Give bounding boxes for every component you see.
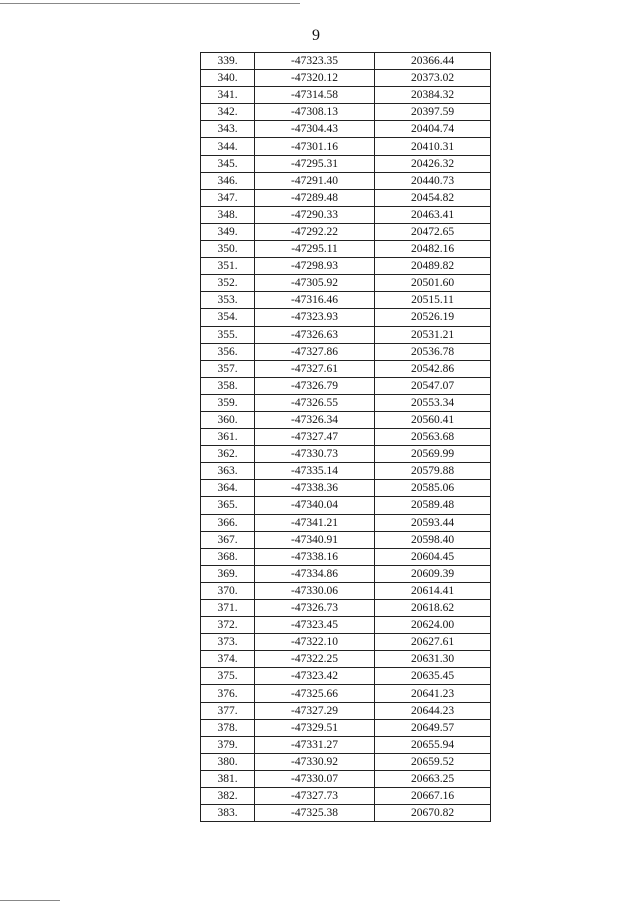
table-row xyxy=(201,531,491,548)
point-number-cell: 382. xyxy=(201,788,255,805)
point-number-cell: 346. xyxy=(201,172,255,189)
table-row xyxy=(201,651,491,668)
table-row xyxy=(201,53,491,70)
point-number-cell: 353. xyxy=(201,292,255,309)
y-coordinate-cell: 20649.57 xyxy=(375,719,491,736)
point-number-cell: 357. xyxy=(201,360,255,377)
point-number-cell: 354. xyxy=(201,309,255,326)
x-coordinate-cell: -47330.07 xyxy=(255,770,375,787)
table-row xyxy=(201,685,491,702)
x-coordinate-cell: -47330.06 xyxy=(255,582,375,599)
x-coordinate-cell: -47326.55 xyxy=(255,394,375,411)
y-coordinate-cell: 20644.23 xyxy=(375,702,491,719)
y-coordinate-cell: 20515.11 xyxy=(375,292,491,309)
y-coordinate-cell: 20472.65 xyxy=(375,223,491,240)
x-coordinate-cell: -47292.22 xyxy=(255,223,375,240)
y-coordinate-cell: 20604.45 xyxy=(375,548,491,565)
y-coordinate-cell: 20404.74 xyxy=(375,121,491,138)
table-row xyxy=(201,155,491,172)
y-coordinate-cell: 20585.06 xyxy=(375,480,491,497)
y-coordinate-cell: 20560.41 xyxy=(375,411,491,428)
table-row xyxy=(201,480,491,497)
point-number-cell: 360. xyxy=(201,411,255,428)
point-number-cell: 341. xyxy=(201,87,255,104)
y-coordinate-cell: 20410.31 xyxy=(375,138,491,155)
y-coordinate-cell: 20624.00 xyxy=(375,617,491,634)
point-number-cell: 377. xyxy=(201,702,255,719)
table-row xyxy=(201,770,491,787)
x-coordinate-cell: -47314.58 xyxy=(255,87,375,104)
point-number-cell: 367. xyxy=(201,531,255,548)
table-row xyxy=(201,70,491,87)
table-row xyxy=(201,753,491,770)
point-number-cell: 366. xyxy=(201,514,255,531)
point-number-cell: 345. xyxy=(201,155,255,172)
y-coordinate-cell: 20553.34 xyxy=(375,394,491,411)
x-coordinate-cell: -47322.25 xyxy=(255,651,375,668)
x-coordinate-cell: -47325.38 xyxy=(255,805,375,822)
y-coordinate-cell: 20593.44 xyxy=(375,514,491,531)
x-coordinate-cell: -47289.48 xyxy=(255,189,375,206)
point-number-cell: 340. xyxy=(201,70,255,87)
point-number-cell: 339. xyxy=(201,53,255,70)
coordinates-table-body xyxy=(201,53,491,822)
x-coordinate-cell: -47295.11 xyxy=(255,241,375,258)
page-number: 9 xyxy=(312,27,320,44)
x-coordinate-cell: -47338.16 xyxy=(255,548,375,565)
x-coordinate-cell: -47326.73 xyxy=(255,600,375,617)
x-coordinate-cell: -47308.13 xyxy=(255,104,375,121)
table-row xyxy=(201,463,491,480)
point-number-cell: 368. xyxy=(201,548,255,565)
y-coordinate-cell: 20670.82 xyxy=(375,805,491,822)
x-coordinate-cell: -47290.33 xyxy=(255,206,375,223)
x-coordinate-cell: -47298.93 xyxy=(255,258,375,275)
table-row xyxy=(201,497,491,514)
x-coordinate-cell: -47305.92 xyxy=(255,275,375,292)
x-coordinate-cell: -47291.40 xyxy=(255,172,375,189)
point-number-cell: 380. xyxy=(201,753,255,770)
x-coordinate-cell: -47304.43 xyxy=(255,121,375,138)
point-number-cell: 374. xyxy=(201,651,255,668)
y-coordinate-cell: 20489.82 xyxy=(375,258,491,275)
point-number-cell: 342. xyxy=(201,104,255,121)
y-coordinate-cell: 20618.62 xyxy=(375,600,491,617)
x-coordinate-cell: -47330.92 xyxy=(255,753,375,770)
y-coordinate-cell: 20397.59 xyxy=(375,104,491,121)
table-row xyxy=(201,582,491,599)
table-row xyxy=(201,548,491,565)
table-row xyxy=(201,736,491,753)
x-coordinate-cell: -47327.47 xyxy=(255,429,375,446)
point-number-cell: 349. xyxy=(201,223,255,240)
x-coordinate-cell: -47331.27 xyxy=(255,736,375,753)
x-coordinate-cell: -47323.42 xyxy=(255,668,375,685)
x-coordinate-cell: -47340.91 xyxy=(255,531,375,548)
y-coordinate-cell: 20526.19 xyxy=(375,309,491,326)
point-number-cell: 352. xyxy=(201,275,255,292)
y-coordinate-cell: 20384.32 xyxy=(375,87,491,104)
point-number-cell: 371. xyxy=(201,600,255,617)
table-row xyxy=(201,617,491,634)
point-number-cell: 364. xyxy=(201,480,255,497)
point-number-cell: 369. xyxy=(201,565,255,582)
point-number-cell: 358. xyxy=(201,377,255,394)
point-number-cell: 350. xyxy=(201,241,255,258)
y-coordinate-cell: 20454.82 xyxy=(375,189,491,206)
point-number-cell: 355. xyxy=(201,326,255,343)
point-number-cell: 356. xyxy=(201,343,255,360)
x-coordinate-cell: -47323.45 xyxy=(255,617,375,634)
table-row xyxy=(201,343,491,360)
y-coordinate-cell: 20547.07 xyxy=(375,377,491,394)
x-coordinate-cell: -47341.21 xyxy=(255,514,375,531)
y-coordinate-cell: 20426.32 xyxy=(375,155,491,172)
y-coordinate-cell: 20440.73 xyxy=(375,172,491,189)
table-row xyxy=(201,394,491,411)
x-coordinate-cell: -47335.14 xyxy=(255,463,375,480)
x-coordinate-cell: -47295.31 xyxy=(255,155,375,172)
x-coordinate-cell: -47326.79 xyxy=(255,377,375,394)
coordinates-table xyxy=(200,52,491,822)
y-coordinate-cell: 20536.78 xyxy=(375,343,491,360)
y-coordinate-cell: 20563.68 xyxy=(375,429,491,446)
point-number-cell: 351. xyxy=(201,258,255,275)
x-coordinate-cell: -47301.16 xyxy=(255,138,375,155)
y-coordinate-cell: 20569.99 xyxy=(375,446,491,463)
x-coordinate-cell: -47330.73 xyxy=(255,446,375,463)
table-row xyxy=(201,805,491,822)
point-number-cell: 347. xyxy=(201,189,255,206)
x-coordinate-cell: -47327.86 xyxy=(255,343,375,360)
table-row xyxy=(201,411,491,428)
x-coordinate-cell: -47323.35 xyxy=(255,53,375,70)
point-number-cell: 379. xyxy=(201,736,255,753)
y-coordinate-cell: 20589.48 xyxy=(375,497,491,514)
y-coordinate-cell: 20641.23 xyxy=(375,685,491,702)
y-coordinate-cell: 20482.16 xyxy=(375,241,491,258)
x-coordinate-cell: -47325.66 xyxy=(255,685,375,702)
point-number-cell: 378. xyxy=(201,719,255,736)
y-coordinate-cell: 20366.44 xyxy=(375,53,491,70)
point-number-cell: 376. xyxy=(201,685,255,702)
y-coordinate-cell: 20609.39 xyxy=(375,565,491,582)
table-row xyxy=(201,241,491,258)
y-coordinate-cell: 20627.61 xyxy=(375,634,491,651)
y-coordinate-cell: 20598.40 xyxy=(375,531,491,548)
point-number-cell: 375. xyxy=(201,668,255,685)
table-row xyxy=(201,668,491,685)
table-row xyxy=(201,429,491,446)
point-number-cell: 383. xyxy=(201,805,255,822)
x-coordinate-cell: -47327.73 xyxy=(255,788,375,805)
point-number-cell: 370. xyxy=(201,582,255,599)
x-coordinate-cell: -47316.46 xyxy=(255,292,375,309)
point-number-cell: 348. xyxy=(201,206,255,223)
y-coordinate-cell: 20659.52 xyxy=(375,753,491,770)
table-row xyxy=(201,446,491,463)
point-number-cell: 343. xyxy=(201,121,255,138)
y-coordinate-cell: 20501.60 xyxy=(375,275,491,292)
y-coordinate-cell: 20542.86 xyxy=(375,360,491,377)
y-coordinate-cell: 20614.41 xyxy=(375,582,491,599)
table-row xyxy=(201,702,491,719)
x-coordinate-cell: -47326.34 xyxy=(255,411,375,428)
table-row xyxy=(201,309,491,326)
x-coordinate-cell: -47323.93 xyxy=(255,309,375,326)
y-coordinate-cell: 20663.25 xyxy=(375,770,491,787)
table-row xyxy=(201,326,491,343)
table-row xyxy=(201,719,491,736)
table-row xyxy=(201,87,491,104)
x-coordinate-cell: -47340.04 xyxy=(255,497,375,514)
point-number-cell: 344. xyxy=(201,138,255,155)
y-coordinate-cell: 20531.21 xyxy=(375,326,491,343)
x-coordinate-cell: -47327.29 xyxy=(255,702,375,719)
table-row xyxy=(201,223,491,240)
x-coordinate-cell: -47334.86 xyxy=(255,565,375,582)
y-coordinate-cell: 20631.30 xyxy=(375,651,491,668)
table-row xyxy=(201,292,491,309)
table-row xyxy=(201,565,491,582)
y-coordinate-cell: 20579.88 xyxy=(375,463,491,480)
point-number-cell: 361. xyxy=(201,429,255,446)
x-coordinate-cell: -47329.51 xyxy=(255,719,375,736)
table-row xyxy=(201,360,491,377)
point-number-cell: 373. xyxy=(201,634,255,651)
table-row xyxy=(201,189,491,206)
point-number-cell: 359. xyxy=(201,394,255,411)
table-row xyxy=(201,600,491,617)
table-row xyxy=(201,788,491,805)
x-coordinate-cell: -47326.63 xyxy=(255,326,375,343)
table-row xyxy=(201,104,491,121)
x-coordinate-cell: -47338.36 xyxy=(255,480,375,497)
table-row xyxy=(201,634,491,651)
table-row xyxy=(201,514,491,531)
scan-edge-bottom xyxy=(0,900,60,901)
point-number-cell: 362. xyxy=(201,446,255,463)
x-coordinate-cell: -47320.12 xyxy=(255,70,375,87)
y-coordinate-cell: 20373.02 xyxy=(375,70,491,87)
point-number-cell: 381. xyxy=(201,770,255,787)
x-coordinate-cell: -47327.61 xyxy=(255,360,375,377)
table-row xyxy=(201,206,491,223)
point-number-cell: 372. xyxy=(201,617,255,634)
x-coordinate-cell: -47322.10 xyxy=(255,634,375,651)
table-row xyxy=(201,172,491,189)
point-number-cell: 363. xyxy=(201,463,255,480)
y-coordinate-cell: 20635.45 xyxy=(375,668,491,685)
table-row xyxy=(201,258,491,275)
scan-edge-top xyxy=(0,3,300,4)
point-number-cell: 365. xyxy=(201,497,255,514)
table-row xyxy=(201,377,491,394)
table-row xyxy=(201,275,491,292)
y-coordinate-cell: 20655.94 xyxy=(375,736,491,753)
y-coordinate-cell: 20463.41 xyxy=(375,206,491,223)
table-row xyxy=(201,121,491,138)
table-row xyxy=(201,138,491,155)
y-coordinate-cell: 20667.16 xyxy=(375,788,491,805)
